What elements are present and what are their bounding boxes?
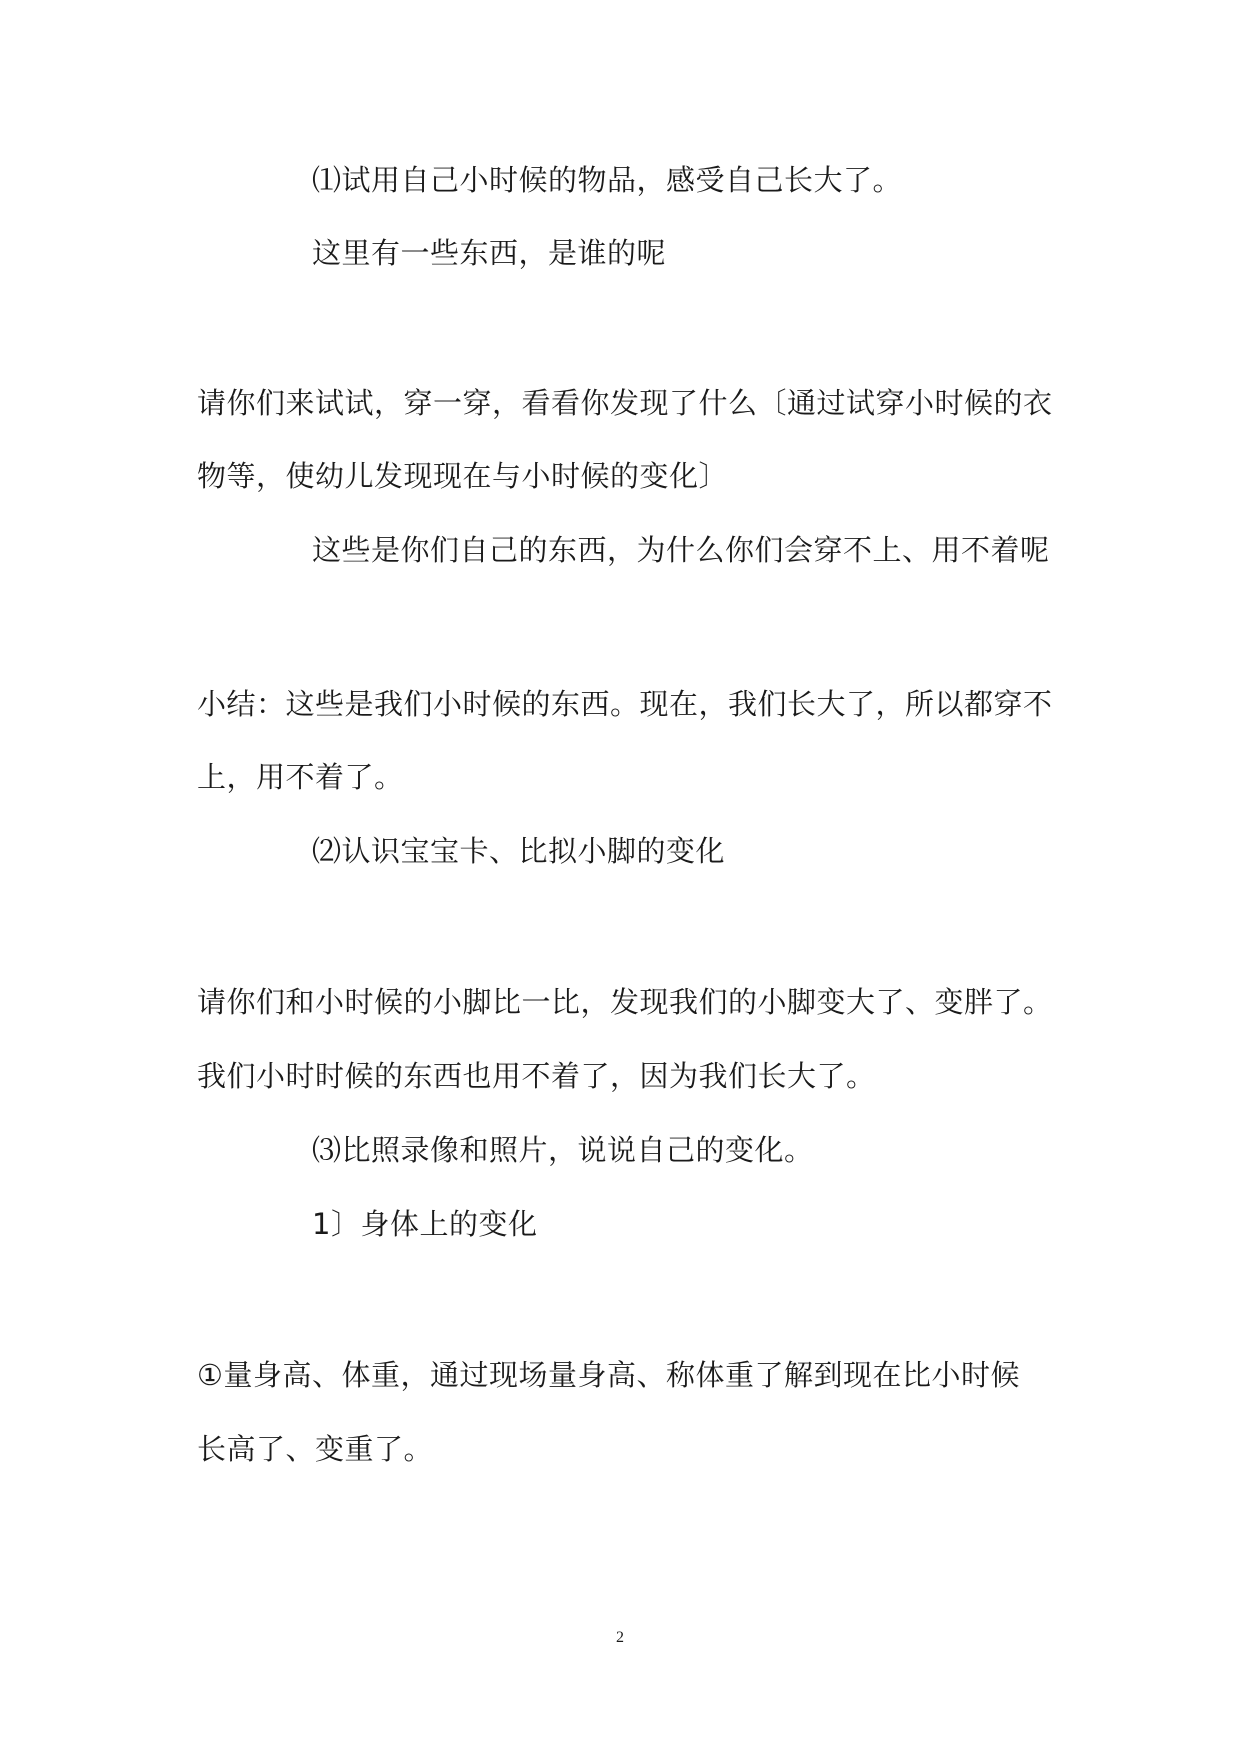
paragraph-line: 请你们来试试，穿一穿，看看你发现了什么〔通过试穿小时候的衣 (197, 386, 1053, 420)
section-heading-1: ⑴试用自己小时候的物品，感受自己长大了。 (312, 163, 903, 197)
paragraph-line: 请你们和小时候的小脚比一比，发现我们的小脚变大了、变胖了。 (197, 985, 1053, 1019)
summary-line: 上，用不着了。 (197, 760, 404, 794)
summary-line: 小结：这些是我们小时候的东西。现在，我们长大了，所以都穿不 (197, 687, 1053, 721)
paragraph-line: 物等，使幼儿发现现在与小时候的变化〕 (197, 459, 729, 493)
section-heading-2: ⑵认识宝宝卡、比拟小脚的变化 (312, 834, 726, 868)
subsection-heading: 1〕身体上的变化 (312, 1207, 538, 1241)
paragraph-line: 这里有一些东西，是谁的呢 (312, 236, 667, 270)
list-item-line: ①量身高、体重，通过现场量身高、称体重了解到现在比小时候 (197, 1358, 1020, 1392)
page-number: 2 (616, 1629, 624, 1646)
paragraph-line: 这些是你们自己的东西，为什么你们会穿不上、用不着呢 (312, 533, 1050, 567)
section-heading-3: ⑶比照录像和照片，说说自己的变化。 (312, 1133, 814, 1167)
list-item-line: 长高了、变重了。 (197, 1432, 434, 1466)
paragraph-line: 我们小时时候的东西也用不着了，因为我们长大了。 (197, 1059, 876, 1093)
